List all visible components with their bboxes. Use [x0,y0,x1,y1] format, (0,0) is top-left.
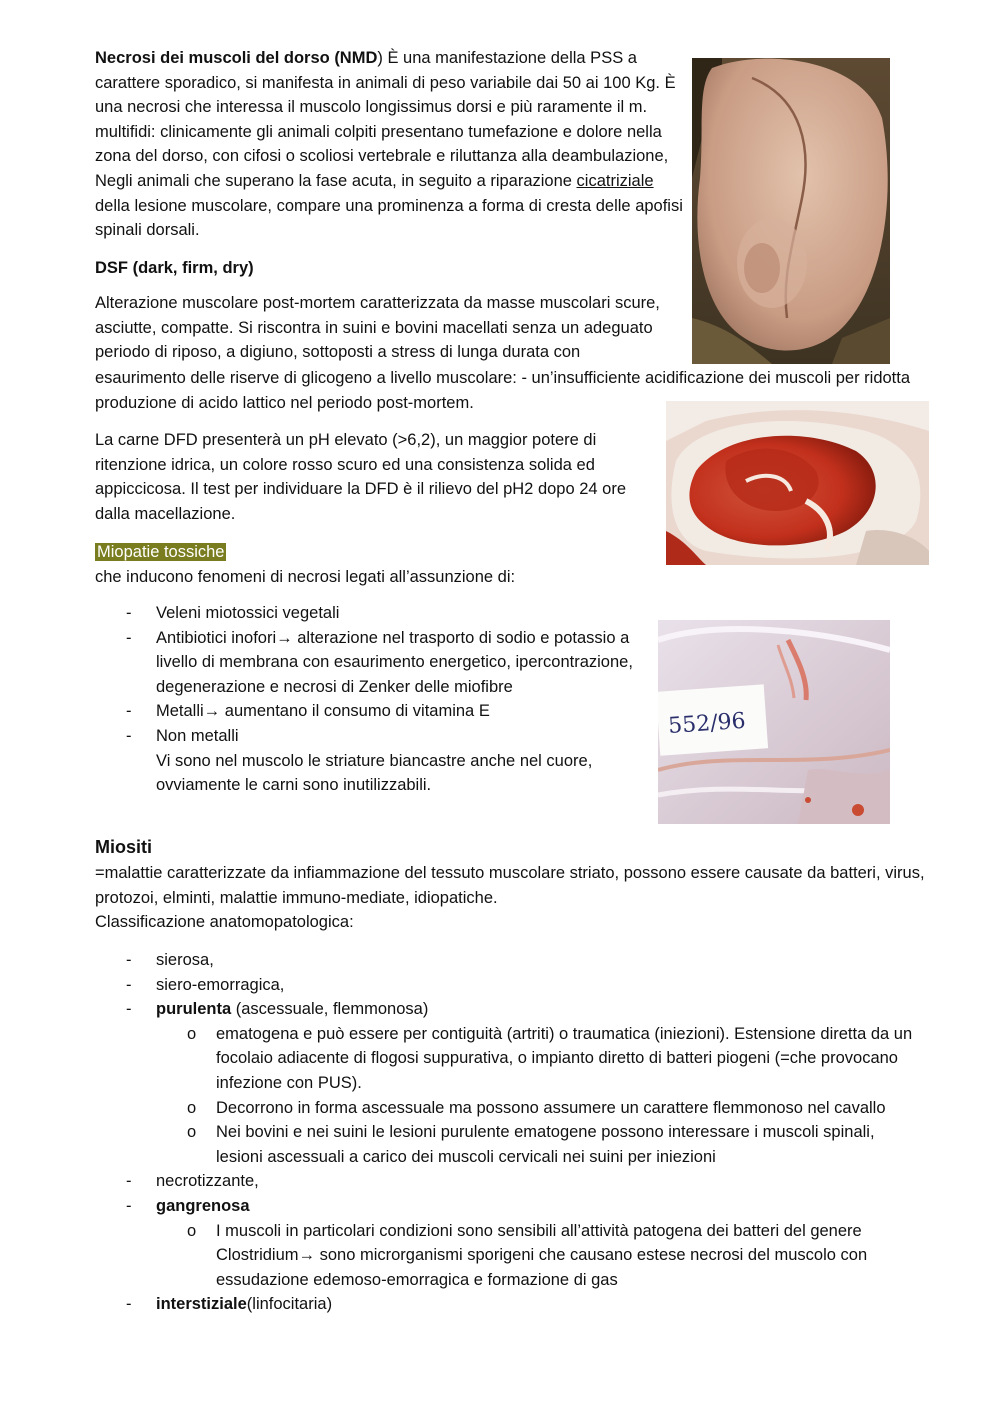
classification-label: Classificazione anatomopatologica: [95,913,354,932]
tissue-label-text: 552/96 [667,708,747,740]
classification-list [95,948,925,1317]
meat-cut-photo [666,401,929,565]
list-item: - Antibiotici inofori→ alterazione nel trasporto di sodio e potassio a livello di membrana con esaurimento energetico, ipercontrazione, degenerazione e necrosi di Zenker delle miofibre [95,626,655,700]
toxic-myopathies-heading [95,540,226,565]
list-item: - Veleni miotossici vegetali [95,601,655,626]
miositi-heading: Miositi [95,837,152,857]
list-item: - Metalli→ aumentano il consumo di vitamina E [95,699,655,724]
list-item [95,1194,925,1292]
purulenta-sublist [156,1022,925,1170]
toxic-list [95,601,655,798]
list-item: - necrotizzante, [95,1169,925,1194]
list-item [95,997,925,1169]
miositi-definition [95,861,925,935]
dsf-paragraph-2: esaurimento delle riserve di glicogeno a livello muscolare: - un’insufficiente acidificazione dei muscoli per ridotta produzione di acido lattico nel periodo post-mortem. [95,369,911,412]
list-item [95,724,655,798]
dfd-paragraph: La carne DFD presenterà un pH elevato (>6,2), un maggior potere di ritenzione idrica, un colore rosso scuro ed una consistenza solida ed appiccicosa. Il test per individuare la DFD è il rilievo del pH2 dopo 24 ore dalla macellazione. [95,431,627,523]
purulenta-detail: (ascessuale, flemmonosa) [231,1000,429,1019]
list-item-label: Non metalli [156,726,239,745]
interstiziale-detail: (linfocitaria) [246,1295,333,1314]
toxic-note: Vi sono nel muscolo le striature biancastre anche nel cuore, ovviamente le carni sono inutilizzabili. [156,751,593,795]
list-item [95,1292,925,1317]
gangrenosa-label: gangrenosa [156,1196,250,1215]
interstiziale-label: interstiziale [156,1295,247,1314]
dsf-paragraph-1: Alterazione muscolare post-mortem caratterizzata da masse muscolari scure, asciutte, compatte. Si riscontra in suini e bovini macellati senza un adeguato periodo di riposo, a digiuno, sottoposti a stress di lunga durata con [95,294,660,362]
nmd-paragraph [95,46,685,243]
sublist-item: o Nei bovini e nei suini le lesioni purulente ematogene possono interessare i muscoli spinali, lesioni ascessuali a carico dei muscoli cervicali nei suini per iniezioni [156,1120,925,1169]
nmd-text-part2: della lesione muscolare, compare una prominenza a forma di cresta delle apofisi spinali dorsali. [95,196,683,240]
labeled-tissue-photo [658,620,890,824]
list-item: - sierosa, [95,948,925,973]
nmd-title: Necrosi dei muscoli del dorso (NMD [95,49,378,67]
sublist-item: o Decorrono in forma ascessuale ma possono assumere un carattere flemmonoso nel cavallo [156,1096,925,1121]
dsf-heading: DSF (dark, firm, dry) [95,259,254,277]
list-item: - siero-emorragica, [95,973,925,998]
miositi-def-text: =malattie caratterizzate da infiammazione del tessuto muscolare striato, possono essere causate da batteri, virus, protozoi, elminti, malattie immuno-mediate, idiopatiche. [95,864,925,907]
sublist-item: o ematogena e può essere per contiguità (artriti) o traumatica (iniezioni). Estensione diretta da un focolaio adiacente di flogosi suppurativa, o impianto diretto di batteri piogeni (=che provocano infezione con PUS). [156,1022,925,1096]
nmd-text-part1: ) È una manifestazione della PSS a carattere sporadico, si manifesta in animali di peso variabile dai 50 ai 100 Kg. È una necrosi che interessa il muscolo longissimus dorsi e più raramente il m. multifidi: clinicamente gli animali colpiti presentano tumefazione e dolore nella zona del dorso, con cifosi o scoliosi vertebrale e riluttanza alla deambulazione, Negli animali che superano la fase acuta, in seguito a riparazione [95,49,676,190]
toxic-intro: che inducono fenomeni di necrosi legati all’assunzione di: [95,568,516,586]
gangrenosa-sublist [156,1219,925,1293]
pig-photo [692,58,890,364]
purulenta-label: purulenta [156,1000,232,1019]
nmd-underlined-word: cicatriziale [576,171,654,190]
highlighted-heading: Miopatie tossiche [97,543,225,561]
sublist-item: o I muscoli in particolari condizioni sono sensibili all’attività patogena dei batteri del genere Clostridium→ sono microrganismi sporigeni che causano estese necrosi del muscolo con essudazione edemoso-emorragica e formazione di gas [156,1219,925,1293]
